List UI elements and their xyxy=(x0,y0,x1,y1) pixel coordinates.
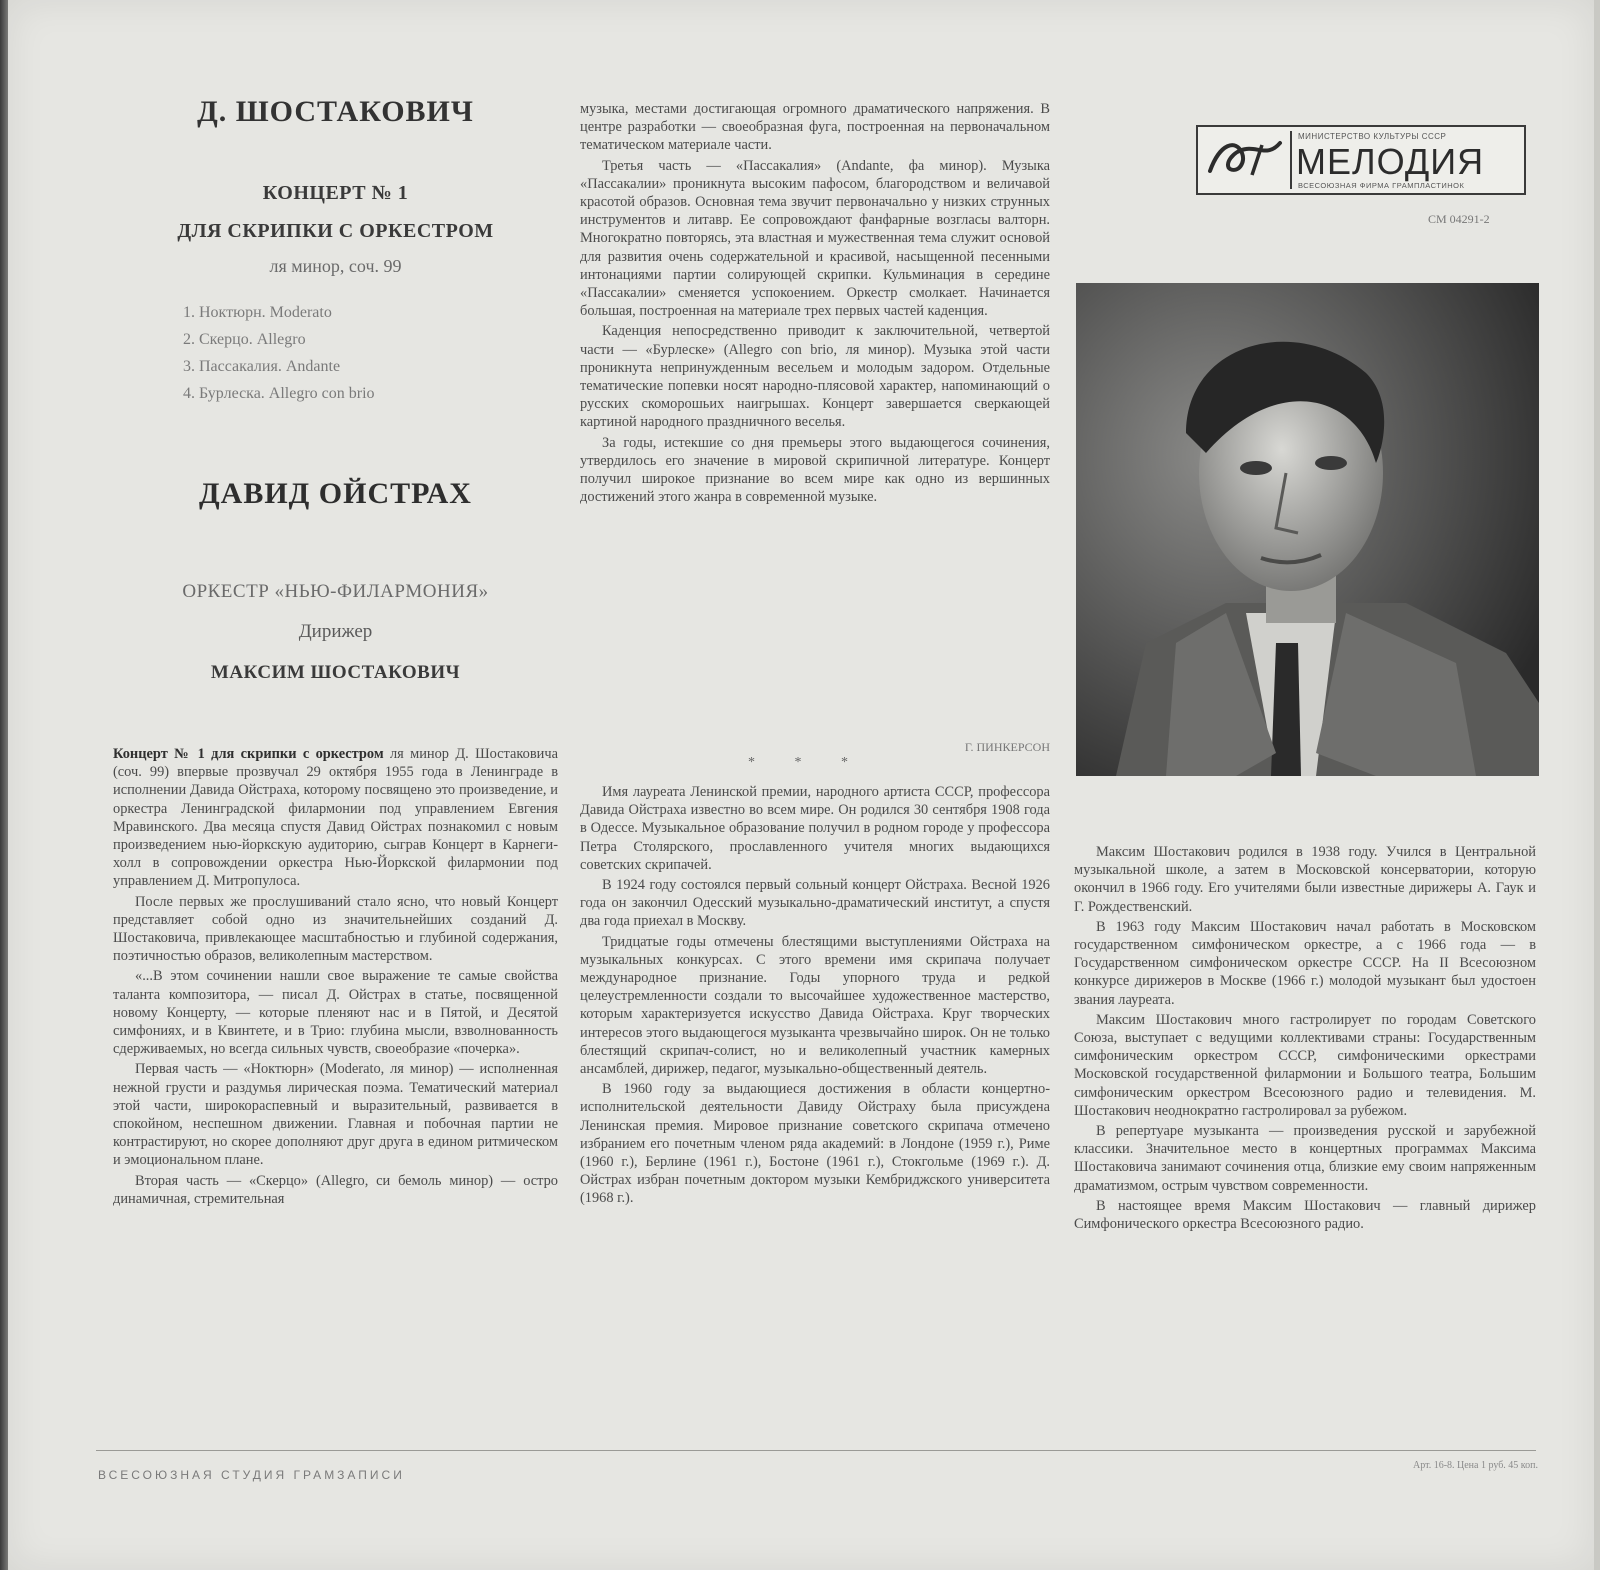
paragraph-text: ля минор Д. Шостаковича (соч. 99) впервые прозвучал 29 октября 1955 года в Ленинграде в исполнении Давида Ойстраха, которому посвящено это произведение, и оркестра Ленинградской филармонии под управлением Евгения Мравинского. Два месяца спустя Давид Ойстрах познакомил с новым произведением нью-йоркскую аудиторию, сыграв Концерт в Карнеги-холл в сопровождении оркестра Нью-Йоркской филармонии под управлением Д. Митропулоса. xyxy=(113,746,558,890)
notes-column-middle-bottom xyxy=(580,783,1050,1210)
notes-column-middle-top xyxy=(580,100,1050,508)
paragraph: Каденция непосредственно приводит к заключительной, четвертой части — «Бурлеске» (Allegro con brio, ля минор). Музыка этой части проникнута непринужденным весельем и молодым задором. Отдельные тематические попевки носят народно-плясовой характер, напоминающий о русских скоморошьих наигрышах. Концерт завершается сверкающей картиной народного праздничного веселья. xyxy=(580,323,1050,431)
paragraph: В 1960 году за выдающиеся достижения в области концертно-исполнительской деятельности Давиду Ойстраху была присуждена Ленинская премия. Мировое признание советского скрипача отмечено избранием его почетным членом ряда академий: в Лондоне (1959 г.), Риме (1960 г.), Берлине (1961 г.), Бостоне (1961 г.), Стокгольме (1969 г.). Д. Ойстрах избран почетным доктором музыки Кембриджского университета (1968 г.). xyxy=(580,1081,1050,1207)
paragraph: Имя лауреата Ленинской премии, народного артиста СССР, профессора Давида Ойстраха известно во всем мире. Он родился 30 сентября 1908 года в Одессе. Музыкальное образование получил в родном городе у профессора Петра Столярского, прославленного учителя многих выдающихся советских скрипачей. xyxy=(580,784,1050,873)
logo-ministry-text: МИНИСТЕРСТВО КУЛЬТУРЫ СССР xyxy=(1298,132,1447,141)
orchestra-name: ОРКЕСТР «НЬЮ-ФИЛАРМОНИЯ» xyxy=(182,581,489,602)
conductor-portrait-photo xyxy=(1076,283,1539,776)
soloist-name: ДАВИД ОЙСТРАХ xyxy=(199,477,472,510)
logo-firm-text: ВСЕСОЮЗНАЯ ФИРМА ГРАМПЛАСТИНОК xyxy=(1298,181,1465,190)
paragraph: «...В этом сочинении нашли свое выражение те самые свойства таланта композитора, — писал Д. Ойстрах в статье, посвященной новому Концерту, — которые пленяют нас и в Пятой, и Десятой симфониях, и в Квинтете, и в Трио: глубина мысли, взволнованность сдерживаемых, но всегда сильных чувств, своеобразие «почерка». xyxy=(113,968,558,1058)
movement-item: 1. Ноктюрн. Moderato xyxy=(183,304,332,321)
paragraph xyxy=(113,745,558,891)
paragraph: музыка, местами достигающая огромного драматического напряжения. В центре разработки — своеобразная фуга, построенная на первоначальном тематическом материале части. xyxy=(580,101,1050,154)
catalog-number: СМ 04291-2 xyxy=(1428,212,1490,226)
work-title-line1: КОНЦЕРТ № 1 xyxy=(262,182,409,204)
melodiya-emblem-icon xyxy=(1202,131,1292,189)
paragraph: В настоящее время Максим Шостакович — главный дирижер Симфонического оркестра Всесоюзного радио. xyxy=(1074,1197,1536,1233)
work-key: ля минор, соч. 99 xyxy=(269,256,402,276)
studio-name: ВСЕСОЮЗНАЯ СТУДИЯ ГРАМЗАПИСИ xyxy=(98,1468,405,1482)
movement-item: 2. Скерцо. Allegro xyxy=(183,331,306,348)
paragraph: В 1924 году состоялся первый сольный концерт Ойстраха. Весной 1926 года он закончил Одесский музыкально-драматический институт, а спустя два года приехал в Москву. xyxy=(580,877,1050,930)
paragraph: Первая часть — «Ноктюрн» (Moderato, ля минор) — исполненная нежной грусти и раздумья лирическая поэма. Тематический материал этой части, широкораспевный и выразительный, развивается в спокойном, неспешном движении. Главная и побочная партии не контрастируют, но скорее дополняют друг друга в едином ритмическом и эмоциональном плане. xyxy=(113,1061,558,1169)
paragraph: Третья часть — «Пассакалия» (Andante, фа минор). Музыка «Пассакалии» проникнута высоким пафосом, благородством и величавой красотой образов. Основная тема звучит первоначально у низких струнных инструментов и литавр. Ее сопровождают фанфарные возгласы валторн. Многократно повторясь, эта властная и мужественная тема служит основой для развития очень содержательной и красивой, насыщенной песенными интонациями партии солирующей скрипки. Кульминация в середине «Пассакалии» сменяется успокоением. Оркестр смолкает. Начинается большая, построенная на материале трех первых частей каденция. xyxy=(580,157,1050,320)
movement-item: 4. Бурлеска. Allegro con brio xyxy=(183,385,375,402)
logo-wordmark: МЕЛОДИЯ xyxy=(1296,141,1485,182)
paragraph: Тридцатые годы отмечены блестящими выступлениями Ойстраха на музыкальных конкурсах. С этого времени имя скрипача получает международное признание. Годы упорного труда и редкой целеустремленности создали то высочайшее художественное мастерство, которым характеризуется искусство Давида Ойстраха. Круг творческих интересов этого выдающегося музыканта чрезвычайно широк. Он не только блестящий скрипач-солист, но и великолепный участник камерных ансамблей, дирижер, педагог, музыкально-общественный деятель. xyxy=(580,933,1050,1078)
author-signature: Г. ПИНКЕРСОН xyxy=(964,740,1050,754)
lead-text: Концерт № 1 для скрипки с оркестром xyxy=(113,746,384,762)
record-sleeve-back xyxy=(8,0,1594,1570)
section-divider-stars: * * * xyxy=(748,755,866,770)
paragraph: За годы, истекшие со дня премьеры этого выдающегося сочинения, утвердилось его значение в мировой скрипичной литературе. Концерт получил широкое признание во всем мире как одно из вершинных достижений этого жанра в современной музыке. xyxy=(580,434,1050,506)
conductor-label: Дирижер xyxy=(298,621,373,642)
movement-list xyxy=(183,299,558,407)
paragraph: Максим Шостакович много гастролирует по городам Советского Союза, выступает с ведущими коллективами страны: Государственным симфоническим оркестром СССР, симфоническими оркестрами Московской государственной филармонии и Большого театра, Большим симфоническим оркестром Всесоюзного радио и телевидения. М. Шостакович неоднократно гастролировал за рубежом. xyxy=(1074,1011,1536,1119)
movement-item: 3. Пассакалия. Andante xyxy=(183,358,341,375)
paragraph: Максим Шостакович родился в 1938 году. Учился в Центральной музыкальной школе, а затем в Московской консерватории, которую окончил в 1966 году. Его учителями были известные дирижеры А. Гаук и Г. Рождественский. xyxy=(1074,844,1536,915)
footer-divider xyxy=(96,1450,1536,1451)
price-line: Арт. 16-8. Цена 1 руб. 45 коп. xyxy=(1412,1460,1538,1471)
notes-column-right xyxy=(1074,843,1536,1235)
paragraph: В репертуаре музыканта — произведения русской и зарубежной классики. Значительное место в концертных программах Максима Шостаковича занимают сочинения отца, близкие ему своим напряженным драматизмом, острым чувством современности. xyxy=(1074,1123,1536,1194)
paragraph: В 1963 году Максим Шостакович начал работать в Московском государственном симфоническом оркестре, а с 1966 года — в Государственном симфоническом оркестре СССР. На II Всесоюзном конкурсе дирижеров в Москве (1966 г.) молодой музыкант был удостоен звания лауреата. xyxy=(1074,918,1536,1008)
paragraph: Вторая часть — «Скерцо» (Allegro, си бемоль минор) — остро динамичная, стремительная xyxy=(113,1172,558,1207)
conductor-name: МАКСИМ ШОСТАКОВИЧ xyxy=(210,662,461,683)
composer-name: Д. ШОСТАКОВИЧ xyxy=(197,95,474,128)
work-title-line2: ДЛЯ СКРИПКИ С ОРКЕСТРОМ xyxy=(177,220,494,242)
paragraph: После первых же прослушиваний стало ясно, что новый Концерт представляет собой одно из значительнейших созданий Д. Шостаковича, привлекающее масштабностью и глубиной содержания, поэтичностью образов, великолепным мастерством. xyxy=(113,893,558,965)
melodiya-logo xyxy=(1196,125,1526,195)
notes-column-left xyxy=(113,745,558,1210)
credits-column xyxy=(113,95,558,703)
